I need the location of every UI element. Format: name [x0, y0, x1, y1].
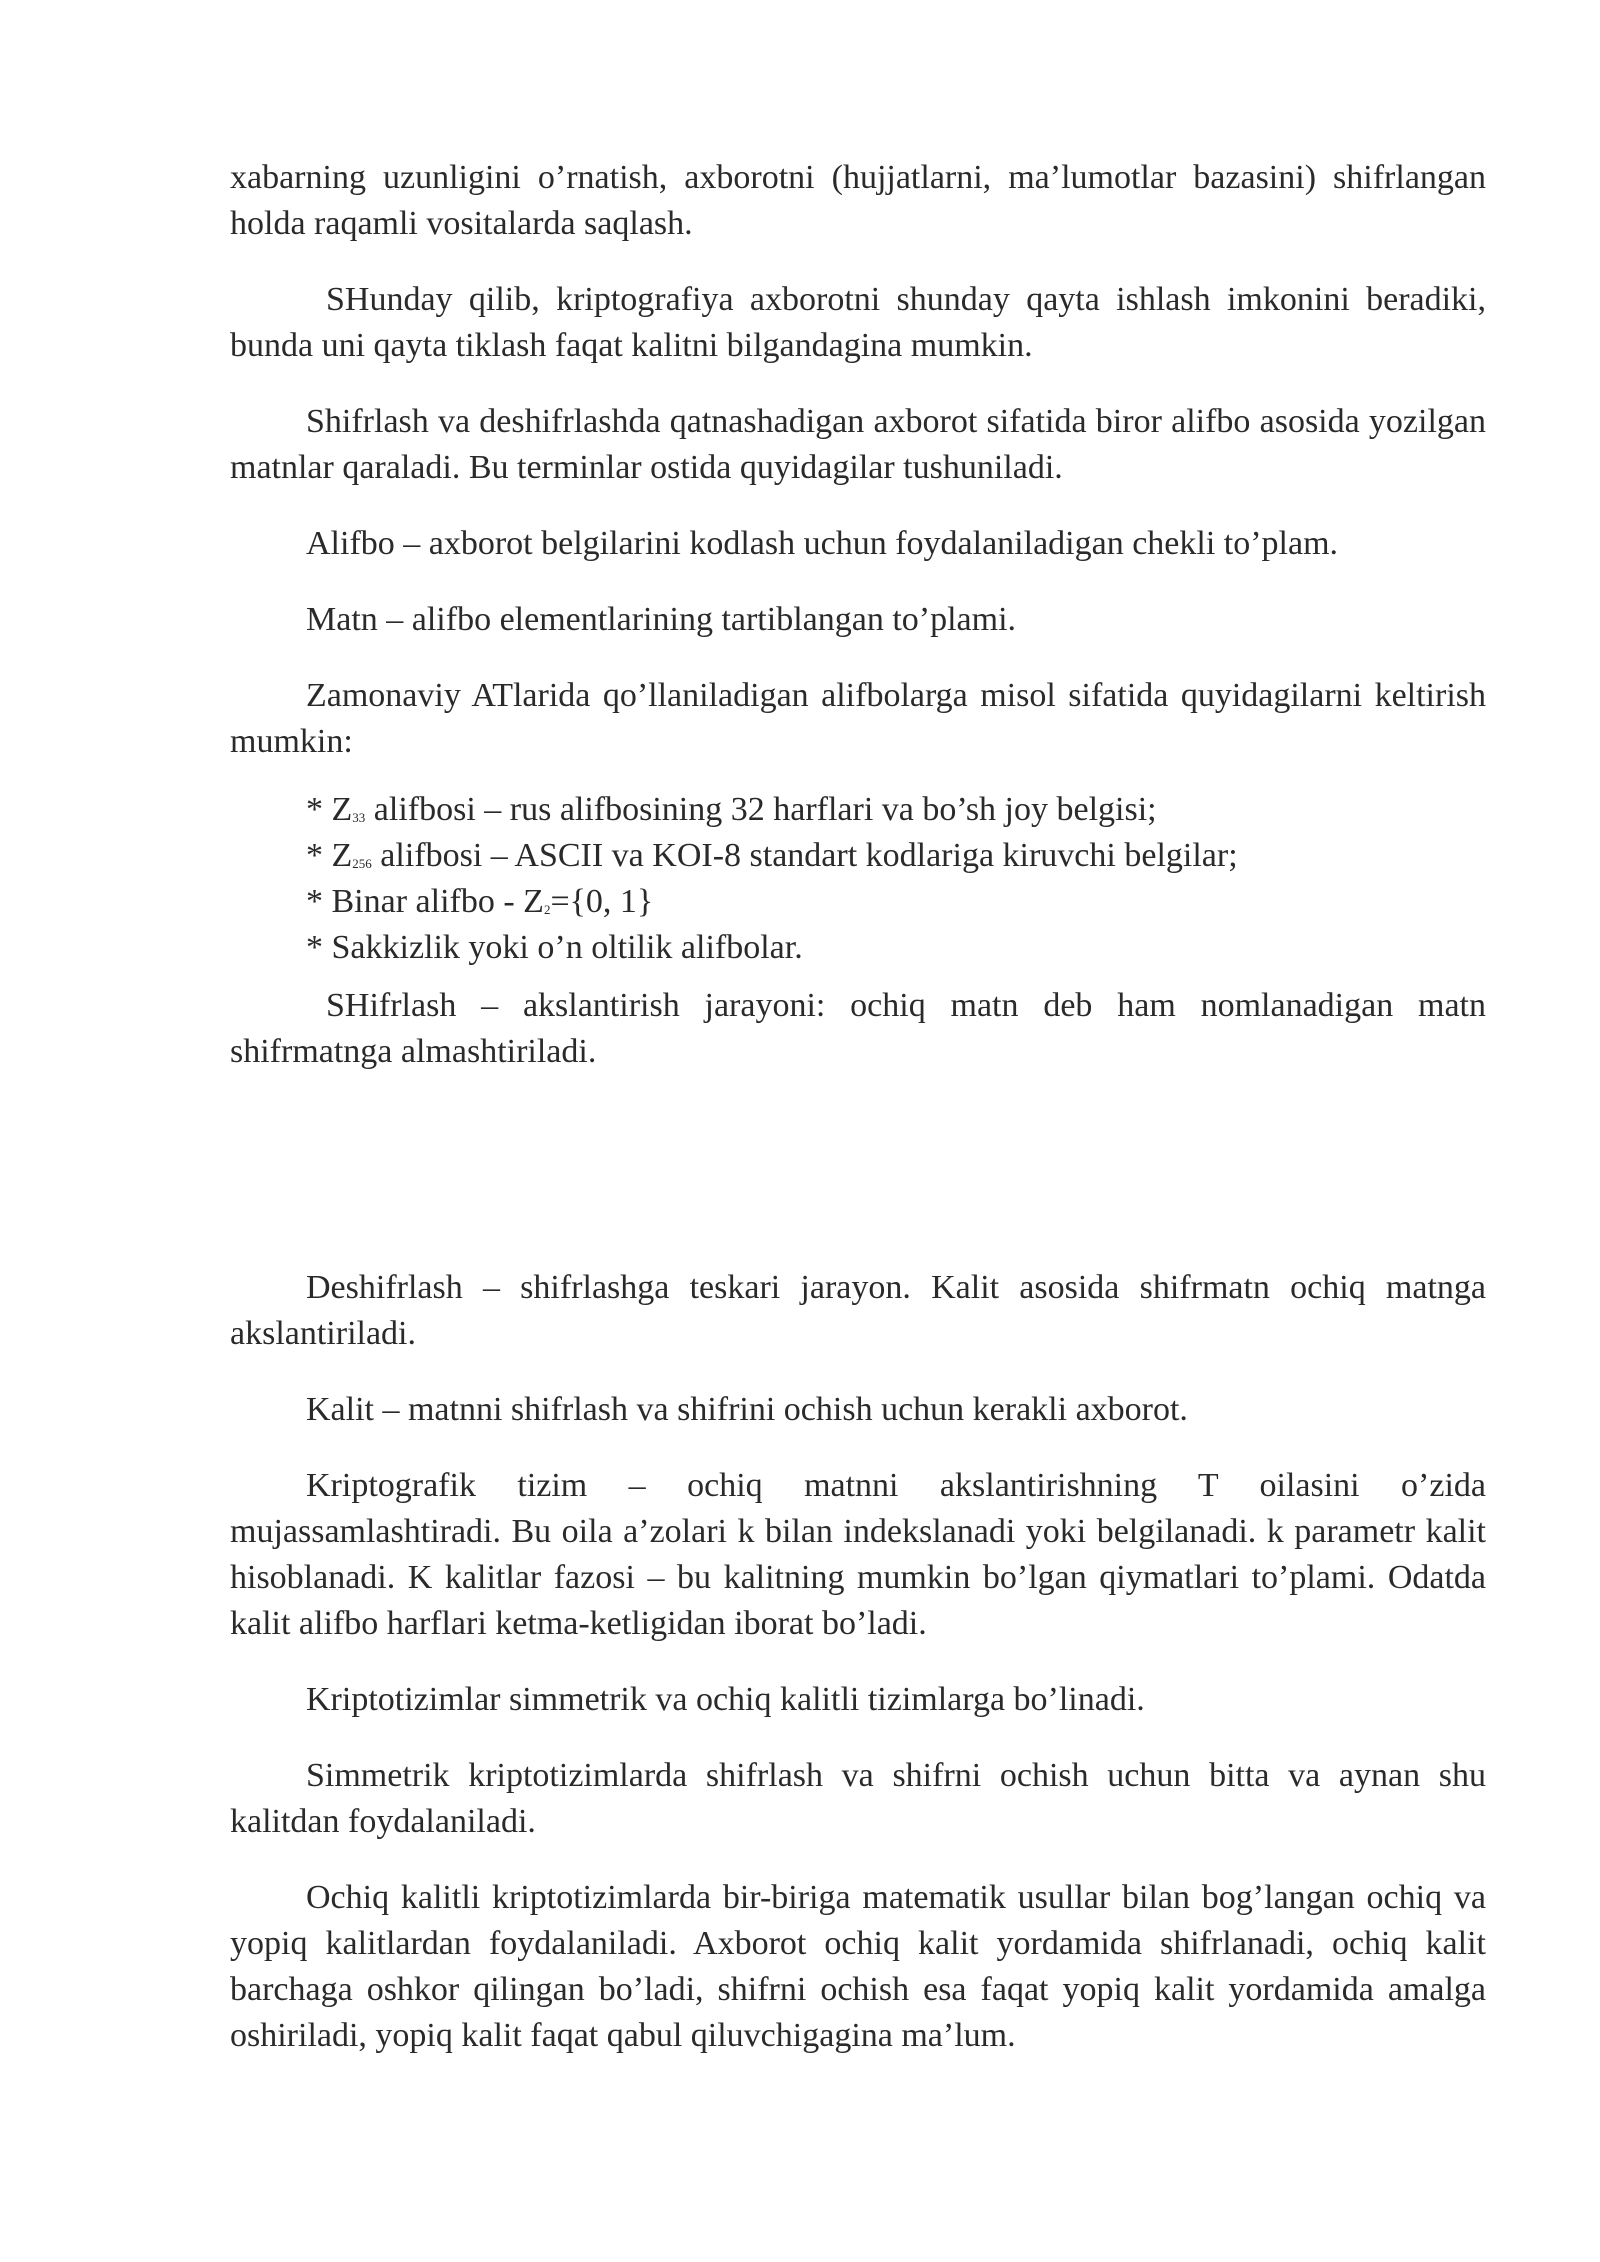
- paragraph: Ochiq kalitli kriptotizimlarda bir-biriga matematik usullar bilan bog’langan ochiq va yopiq kalitlardan foydalaniladi. Axborot ochiq kalit yordamida shifrlanadi, ochiq kalit barchaga oshkor qilingan bo’ladi, shifrni ochish esa faqat yopiq kalit yordamida amalga oshiriladi, yopiq kalit faqat qabul qiluvchigagina ma’lum.: [230, 1879, 1486, 2054]
- paragraph: SHunday qilib, kriptografiya axborotni shunday qayta ishlash imkonini beradiki, bunda uni qayta tiklash faqat kalitni bilgandagina mumkin.: [230, 281, 1486, 364]
- paragraph: Matn – alifbo elementlarining tartiblangan to’plami.: [306, 601, 1017, 638]
- list-item: * Binar alifbo - $Z_2=\{0$, 1}: [306, 883, 654, 920]
- list-item: * Sakkizlik yoki o’n oltilik alifbolar.: [306, 929, 803, 966]
- paragraph: Kriptografik tizim – ochiq matnni akslantirishning T oilasini o’zida mujassamlashtiradi. Bu oila a’zolari k bilan indekslanadi yoki belgilanadi. k parametr kalit hisoblanadi. K kalitlar fazosi – bu kalitning mumkin bo’lgan qiymatlari to’plami. Odatda kalit alifbo harflari ketma-ketligidan iborat bo’ladi.: [230, 1467, 1486, 1642]
- paragraph: Zamonaviy ATlarida qo’llaniladigan alifbolarga misol sifatida quyidagilarni keltirish mumkin:: [230, 677, 1486, 760]
- alphabet-list: [230, 787, 1486, 971]
- paragraph: Kalit – matnni shifrlash va shifrini ochish uchun kerakli axborot.: [306, 1391, 1188, 1428]
- paragraph: Kriptotizimlar simmetrik va ochiq kalitli tizimlarga bo’linadi.: [306, 1681, 1145, 1718]
- paragraph: Simmetrik kriptotizimlarda shifrlash va shifrni ochish uchun bitta va aynan shu kalitdan foydalaniladi.: [230, 1757, 1486, 1840]
- list-item: * $Z_{33}$ alifbosi – rus alifbosining 32 harflari va bo’sh joy belgisi;: [306, 791, 1157, 828]
- paragraph: xabarning uzunligini o’rnatish, axborotni (hujjatlarni, ma’lumotlar bazasini) shifrlangan holda raqamli vositalarda saqlash.: [230, 159, 1486, 242]
- paragraph: Alifbo – axborot belgilarini kodlash uchun foydalaniladigan chekli to’plam.: [306, 525, 1339, 562]
- paragraph: Shifrlash va deshifrlashda qatnashadigan axborot sifatida biror alifbo asosida yozilgan matnlar qaraladi. Bu terminlar ostida quyidagilar tushuniladi.: [230, 403, 1486, 486]
- page-gap: [230, 1105, 1486, 1265]
- paragraph: Deshifrlash – shifrlashga teskari jarayon. Kalit asosida shifrmatn ochiq matnga akslantiriladi.: [230, 1269, 1486, 1352]
- paragraph: SHifrlash – akslantirish jarayoni: ochiq matn deb ham nomlanadigan matn shifrmatnga almashtiriladi.: [230, 987, 1486, 1070]
- list-item: * $Z_{256}$ alifbosi – ASCII va KOI-8 standart kodlariga kiruvchi belgilar;: [306, 837, 1238, 874]
